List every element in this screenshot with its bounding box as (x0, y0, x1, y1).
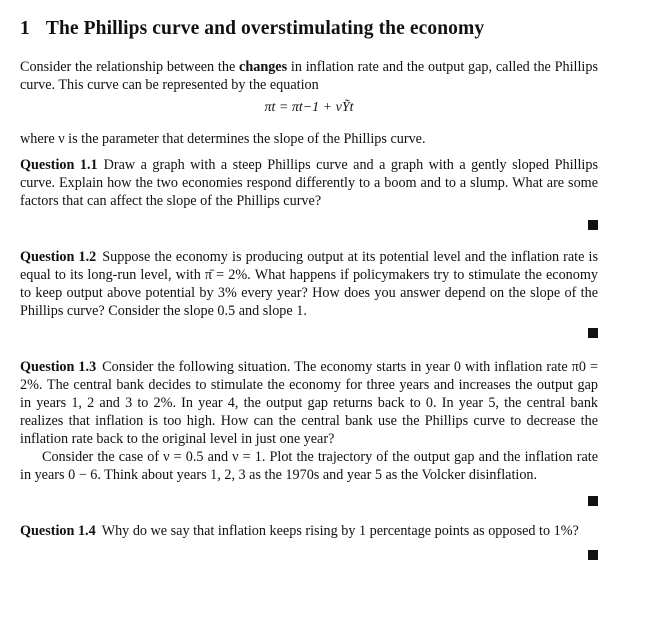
question-1-3 (20, 358, 598, 448)
question-text: Suppose the economy is producing output at its potential level and the inflation rate is equal to its long-run level, with π̄ = 2%. What happens if policymakers try to stimulate the economy to keep output above potential by 3% every year? How does you answer depend on the slope of the Phillips curve? Consider the slope 0.5 and slope 1. (20, 249, 598, 319)
where-paragraph: where ν is the parameter that determines the slope of the Phillips curve. (20, 131, 426, 147)
question-1-2 (20, 248, 598, 320)
section-title: The Phillips curve and overstimulating the economy (45, 18, 485, 39)
qed-square-icon (588, 328, 598, 338)
qed-square-icon (588, 550, 598, 560)
question-1-4 (20, 522, 598, 540)
question-label: Question 1.1 (20, 157, 98, 173)
qed-square-icon (588, 496, 598, 506)
question-text: Why do we say that inflation keeps rising by 1 percentage points as opposed to 1%? (101, 523, 579, 539)
question-text: Consider the following situation. The economy starts in year 0 with inflation rate π0 = 2%. The central bank decides to stimulate the economy for three years and increases the output gap in years 1, 2 and 3 to 2%. In year 4, the output gap returns back to 0. In year 5, the central bank realizes that inflation is too high. How can the central bank use the Phillips curve to decrease the inflation rate back to the original level in just one year? (20, 359, 598, 447)
section-number: 1 (20, 18, 30, 39)
intro-paragraph: Consider the relationship between the changes in inflation rate and the output gap, called the Phillips curve. This curve can be represented by the equation (20, 59, 598, 93)
emphasis-changes: changes (239, 59, 288, 75)
question-text: Draw a graph with a steep Phillips curve and a graph with a gently sloped Phillips curve. Explain how the two economies respond differently to a boom and to a slump. What are some factors that can affect the slope of the Phillips curve? (20, 157, 598, 209)
question-label: Question 1.2 (20, 249, 97, 265)
question-label: Question 1.4 (20, 523, 96, 539)
qed-square-icon (588, 220, 598, 230)
section-heading (20, 18, 598, 40)
document-page (20, 18, 598, 560)
question-1-1 (20, 156, 598, 210)
question-label: Question 1.3 (20, 359, 97, 375)
question-1-3-continued: Consider the case of ν = 0.5 and ν = 1. Plot the trajectory of the output gap and the inflation rate in years 0 − 6. Think about years 1, 2, 3 as the 1970s and year 5 as the Volcker disinflation. (20, 449, 598, 483)
phillips-equation: πt = πt−1 + νỸt (264, 100, 354, 115)
